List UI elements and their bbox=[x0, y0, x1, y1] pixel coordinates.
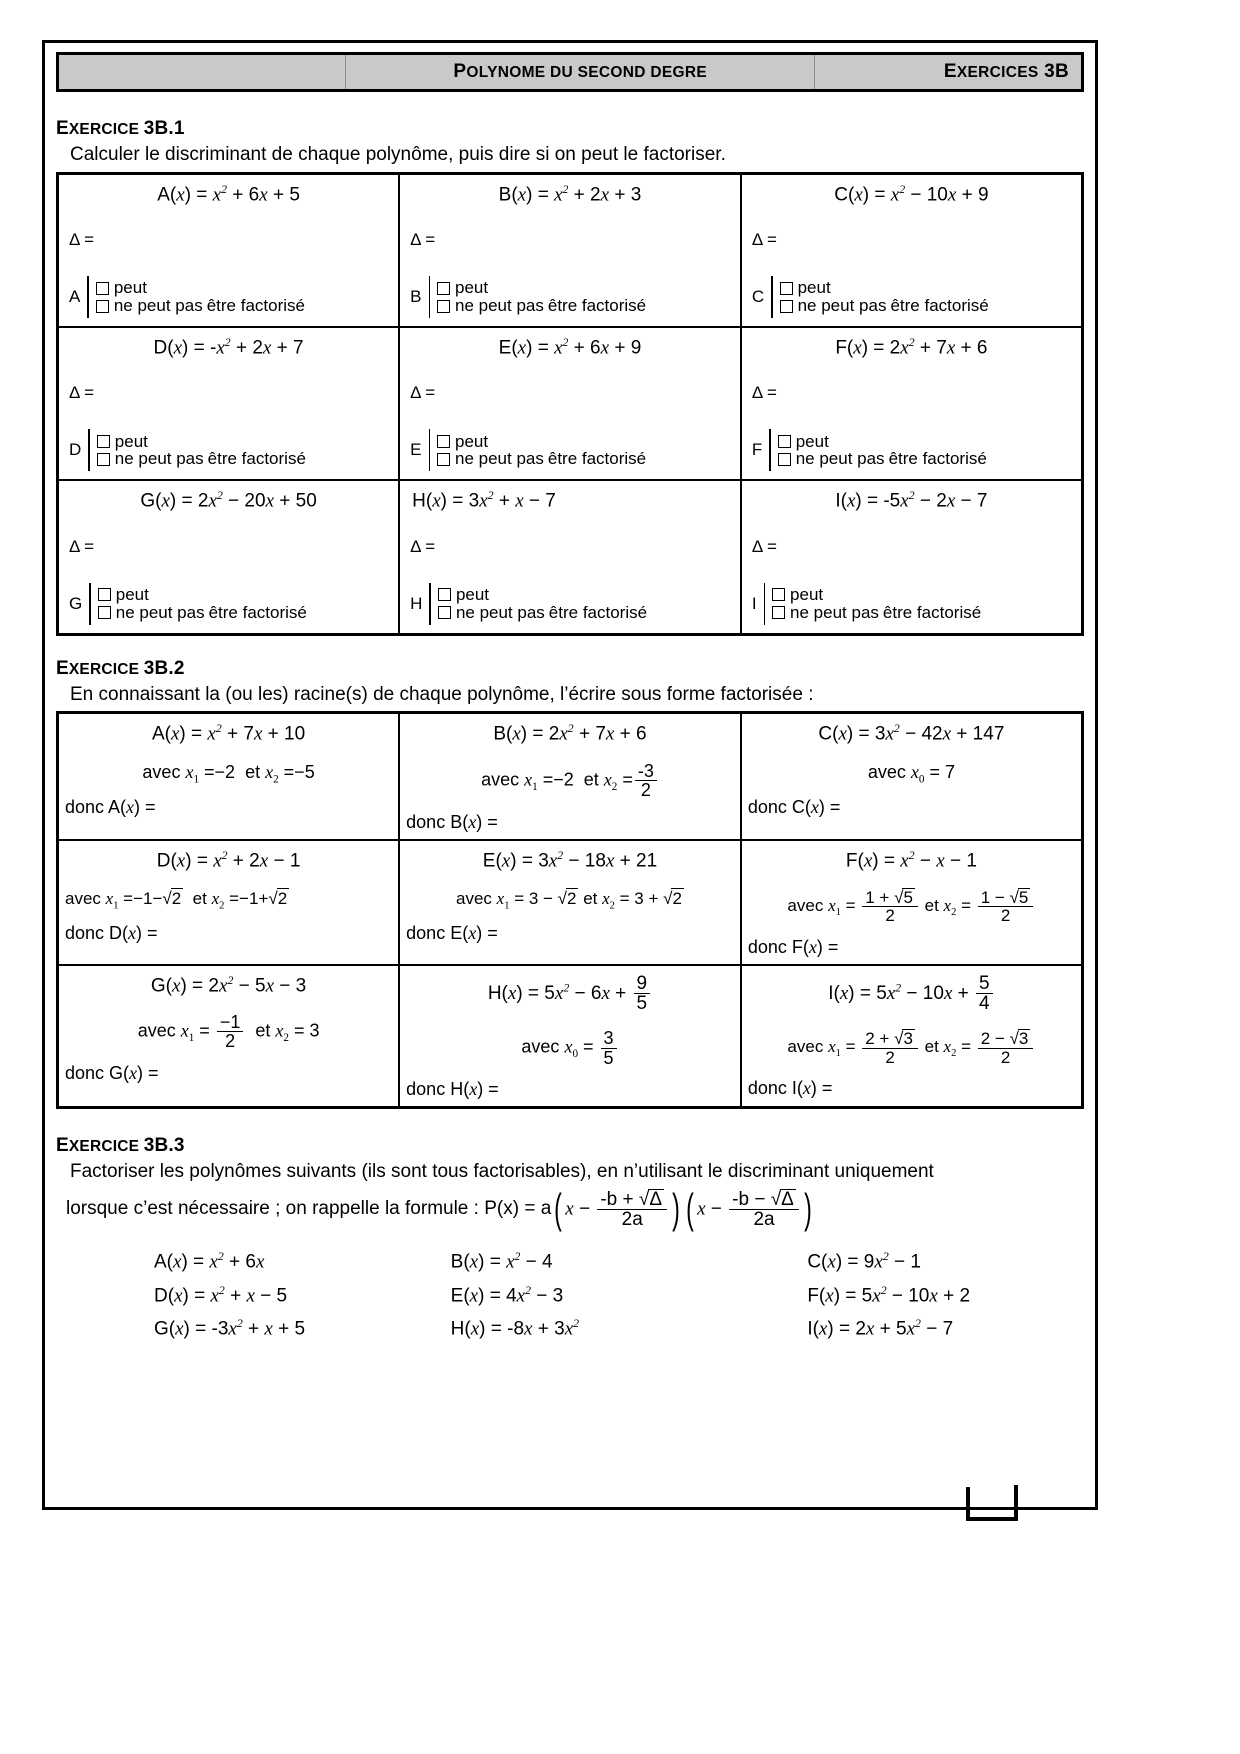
table-row bbox=[58, 840, 1083, 965]
checkbox-group-F bbox=[742, 429, 1081, 479]
option-label: peut bbox=[455, 278, 489, 298]
checkbox-group-A bbox=[59, 276, 398, 326]
paren-open-1: ( bbox=[554, 1185, 563, 1233]
checkbox-group-D bbox=[59, 429, 398, 479]
option-label: ne peut pas bbox=[797, 296, 887, 316]
cell-B bbox=[399, 173, 741, 327]
option-peut-A[interactable] bbox=[96, 279, 203, 297]
header-exercise-label: EXERCICES 3B bbox=[943, 61, 1069, 82]
polynomial-H: $H(x) = 3x^2 + x - 7$ bbox=[412, 489, 556, 512]
checkbox-icon[interactable] bbox=[778, 453, 791, 466]
polynomial-I3: $I(x) = 2x + 5x^2 - 7$ bbox=[807, 1317, 954, 1340]
option-label: ne peut pas bbox=[113, 296, 203, 316]
exercise-2-intro: En connaissant la (ou les) racine(s) de chaque polynôme, l’écrire sous forme factorisée : bbox=[70, 683, 814, 705]
polynomial-B: $B(x) = x^2 + 2x + 3$ bbox=[498, 182, 642, 206]
answer-D2[interactable]: donc D(x) = bbox=[65, 923, 158, 944]
polynomial-H3: $H(x) = -8x + 3x^2$ bbox=[450, 1317, 580, 1340]
checkbox-icon[interactable] bbox=[97, 453, 110, 466]
checkbox-icon[interactable] bbox=[437, 282, 450, 295]
checkbox-tail-B: être factorisé bbox=[547, 296, 647, 316]
answer-E2[interactable]: donc E(x) = bbox=[406, 923, 498, 944]
divider bbox=[764, 583, 766, 625]
table-row bbox=[56, 1245, 1084, 1278]
roots-E2: avec $x_1 = 3 - √2$ et $x_2 = 3 + √2$ bbox=[456, 888, 682, 912]
roots-H2: avec $x_0$ = $\frac{3}{5}$ bbox=[400, 1013, 740, 1077]
polynomial-B2: $B(x) = 2x^2 + 7x + 6$ bbox=[493, 722, 647, 745]
table-row bbox=[58, 480, 1083, 634]
polynomial-I: $I(x) = -5x^2 - 2x - 7$ bbox=[835, 489, 988, 512]
roots-F2: avec $x_1$ = $\frac{1 + √5}{2}$ et $x_2$ = $\frac{1 - √5}{2}$ bbox=[742, 872, 1081, 935]
header-right-cell bbox=[815, 55, 1081, 89]
checkbox-icon[interactable] bbox=[438, 606, 451, 619]
checkbox-icon[interactable] bbox=[772, 588, 785, 601]
option-peut-C[interactable] bbox=[780, 279, 887, 297]
checkbox-icon[interactable] bbox=[98, 588, 111, 601]
option-peut-E[interactable] bbox=[437, 433, 544, 451]
polynomial-G2: $G(x) = 2x^2 - 5x - 3$ bbox=[150, 973, 307, 996]
polynomial-A2: $A(x) = x^2 + 7x + 10$ bbox=[151, 722, 306, 745]
delta-field-I[interactable]: Δ = bbox=[751, 536, 777, 556]
exercise-3-heading: EXERCICE 3B.3 bbox=[56, 1134, 185, 1156]
checkbox-icon[interactable] bbox=[96, 300, 109, 313]
option-peut-H[interactable] bbox=[438, 586, 545, 604]
polynomial-G: $G(x) = 2x^2 - 20x + 50$ bbox=[140, 489, 317, 512]
checkbox-icon[interactable] bbox=[96, 282, 109, 295]
cell-B2 bbox=[399, 713, 741, 840]
delta-field-F[interactable]: Δ = bbox=[751, 383, 777, 403]
cell-H bbox=[399, 480, 741, 634]
option-label: ne peut pas bbox=[455, 602, 545, 622]
delta-field-H[interactable]: Δ = bbox=[410, 536, 436, 556]
cell-G bbox=[58, 480, 400, 634]
divider bbox=[429, 429, 431, 471]
header-left-cell bbox=[59, 55, 345, 89]
table-row bbox=[58, 713, 1083, 840]
answer-B2[interactable]: donc B(x) = bbox=[406, 811, 498, 832]
checkbox-group-H bbox=[400, 583, 740, 633]
checkbox-icon[interactable] bbox=[772, 606, 785, 619]
option-label: peut bbox=[455, 431, 489, 451]
answer-I2[interactable]: donc I(x) = bbox=[747, 1077, 833, 1098]
roots-A2: avec $x_1 =-2$ et $x_2 =-5$ bbox=[142, 761, 315, 786]
table-row bbox=[56, 1279, 1084, 1312]
cell-D2 bbox=[58, 840, 400, 965]
cell-letter-G: G bbox=[69, 593, 83, 613]
table-row bbox=[58, 173, 1083, 327]
option-ne-peut-pas-D[interactable] bbox=[97, 450, 204, 468]
formula-term-1: x − $\frac{-b + √\Delta}{2a}$ bbox=[565, 1189, 669, 1230]
table-row bbox=[58, 327, 1083, 480]
option-ne-peut-pas-C[interactable] bbox=[780, 297, 887, 315]
option-label: peut bbox=[790, 584, 824, 604]
polynomial-A: $A(x) = x^2 + 6x + 5$ bbox=[157, 182, 300, 206]
option-label: peut bbox=[455, 584, 490, 604]
option-ne-peut-pas-E[interactable] bbox=[437, 450, 544, 468]
exercise-3-list bbox=[56, 1245, 1084, 1345]
delta-field-C[interactable]: Δ = bbox=[751, 230, 777, 250]
cell-letter-A: A bbox=[69, 287, 81, 307]
option-label: ne peut pas bbox=[114, 449, 204, 469]
exercise-2-table bbox=[56, 711, 1084, 1109]
divider bbox=[87, 276, 89, 318]
checkbox-tail-H: être factorisé bbox=[548, 602, 648, 622]
cell-E bbox=[399, 327, 741, 480]
cell-letter-C: C bbox=[751, 287, 765, 307]
checkbox-tail-A: être factorisé bbox=[206, 296, 305, 316]
cell-F bbox=[741, 327, 1083, 480]
header-title: POLYNOME DU SECOND DEGRE bbox=[453, 61, 707, 82]
answer-A2[interactable]: donc A(x) = bbox=[65, 797, 156, 818]
option-label: ne peut pas bbox=[790, 602, 879, 622]
delta-field-G[interactable]: Δ = bbox=[69, 536, 95, 556]
checkbox-tail-E: être factorisé bbox=[547, 449, 647, 469]
option-peut-D[interactable] bbox=[97, 433, 204, 451]
checkbox-icon[interactable] bbox=[778, 435, 791, 448]
option-label: ne peut pas bbox=[455, 296, 544, 316]
cell-letter-E: E bbox=[410, 440, 422, 460]
exercise-3-intro: Factoriser les polynômes suivants (ils sont tous factorisables), en n’utilisant le discriminant uniquement bbox=[70, 1160, 934, 1182]
table-row bbox=[56, 1312, 1084, 1345]
option-label: peut bbox=[114, 431, 148, 451]
page-header-banner bbox=[56, 52, 1084, 92]
roots-C2: avec $x_0 = 7$ bbox=[867, 761, 955, 786]
paren-open-2: ( bbox=[686, 1185, 694, 1233]
cell-I2 bbox=[741, 965, 1083, 1108]
polynomial-E3: $E(x) = 4x^2 - 3$ bbox=[450, 1283, 564, 1307]
divider bbox=[429, 583, 431, 625]
polynomial-F2: $F(x) = x^2 - x - 1$ bbox=[845, 848, 977, 871]
polynomial-D2: $D(x) = x^2 + 2x - 1$ bbox=[156, 848, 301, 871]
checkbox-icon[interactable] bbox=[437, 435, 450, 448]
cell-letter-B: B bbox=[410, 287, 422, 307]
delta-field-E[interactable]: Δ = bbox=[410, 383, 436, 403]
divider bbox=[88, 429, 90, 471]
checkbox-tail-F: être factorisé bbox=[888, 449, 987, 469]
cell-letter-I: I bbox=[751, 593, 757, 613]
option-label: ne peut pas bbox=[455, 449, 544, 469]
cell-I bbox=[741, 480, 1083, 634]
polynomial-B3: $B(x) = x^2 - 4$ bbox=[450, 1250, 553, 1273]
cell-D bbox=[58, 327, 400, 480]
polynomial-D: $D(x) = -x^2 + 2x + 7$ bbox=[153, 336, 304, 359]
cell-G2 bbox=[58, 965, 400, 1108]
option-ne-peut-pas-A[interactable] bbox=[96, 297, 203, 315]
checkbox-tail-I: être factorisé bbox=[882, 602, 982, 622]
option-peut-F[interactable] bbox=[778, 433, 885, 451]
cell-A bbox=[58, 173, 400, 327]
option-label: peut bbox=[795, 431, 829, 451]
roots-G2: avec $x_1$ = $\frac{-1}{2}$ et $x_2 = 3$ bbox=[137, 1011, 320, 1052]
formula-prefix: lorsque c’est nécessaire ; on rappelle la formule : P(x) = a bbox=[66, 1198, 552, 1220]
polynomial-C2: $C(x) = 3x^2 - 42x + 147$ bbox=[818, 722, 1005, 745]
checkbox-group-I bbox=[742, 583, 1081, 633]
answer-F2[interactable]: donc F(x) = bbox=[747, 936, 839, 957]
option-label: peut bbox=[115, 584, 149, 604]
divider bbox=[769, 429, 771, 471]
checkbox-tail-C: être factorisé bbox=[890, 296, 989, 316]
polynomial-A3: $A(x) = x^2 + 6x$ bbox=[154, 1250, 265, 1273]
checkbox-icon[interactable] bbox=[437, 300, 450, 313]
checkbox-group-C bbox=[742, 276, 1081, 326]
page-corner-notch bbox=[966, 1487, 1014, 1521]
cell-A2 bbox=[58, 713, 400, 840]
option-ne-peut-pas-H[interactable] bbox=[438, 604, 545, 622]
polynomial-I2: $I(x) = 5x^2 - 10x$ + $\frac{5}{4}$ bbox=[742, 966, 1081, 1014]
checkbox-tail-D: être factorisé bbox=[207, 449, 306, 469]
checkbox-icon[interactable] bbox=[780, 300, 793, 313]
option-label: peut bbox=[797, 278, 831, 298]
option-peut-B[interactable] bbox=[437, 279, 544, 297]
polynomial-D3: $D(x) = x^2 + x - 5$ bbox=[154, 1283, 288, 1307]
roots-B2: avec $x_1 =-2$ et $x_2$ = $\frac{-3}{2}$ bbox=[400, 746, 740, 810]
option-ne-peut-pas-I[interactable] bbox=[772, 604, 879, 622]
polynomial-E: $E(x) = x^2 + 6x + 9$ bbox=[498, 336, 642, 359]
cell-E2 bbox=[399, 840, 741, 965]
roots-I2: avec $x_1$ = $\frac{2 + √3}{2}$ et $x_2$ = $\frac{2 - √3}{2}$ bbox=[742, 1013, 1081, 1076]
checkbox-group-B bbox=[400, 276, 740, 326]
option-label: peut bbox=[113, 278, 147, 298]
roots-D2: avec $x_1 =-1-√2$ et $x_2 =-1+√2$ bbox=[65, 888, 288, 912]
answer-H2[interactable]: donc H(x) = bbox=[406, 1078, 499, 1099]
cell-letter-H: H bbox=[410, 593, 423, 613]
checkbox-icon[interactable] bbox=[97, 435, 110, 448]
option-peut-G[interactable] bbox=[98, 586, 205, 604]
exercise-1-intro: Calculer le discriminant de chaque polynôme, puis dire si on peut le factoriser. bbox=[70, 144, 726, 165]
polynomial-H2: $H(x) = 5x^2 - 6x$ + $\frac{9}{5}$ bbox=[400, 966, 740, 1014]
exercise-1-heading: EXERCICE 3B.1 bbox=[56, 118, 185, 139]
checkbox-tail-G: être factorisé bbox=[208, 602, 307, 622]
option-ne-peut-pas-F[interactable] bbox=[778, 450, 885, 468]
cell-letter-F: F bbox=[751, 440, 763, 460]
polynomial-E2: $E(x) = 3x^2 - 18x + 21$ bbox=[482, 848, 658, 871]
option-label: ne peut pas bbox=[795, 449, 885, 469]
answer-G2[interactable]: donc G(x) = bbox=[65, 1062, 159, 1083]
checkbox-icon[interactable] bbox=[98, 606, 111, 619]
cell-F2 bbox=[741, 840, 1083, 965]
delta-field-A[interactable]: Δ = bbox=[69, 230, 95, 250]
checkbox-icon[interactable] bbox=[438, 588, 451, 601]
divider bbox=[429, 276, 431, 318]
cell-H2 bbox=[399, 965, 741, 1108]
delta-field-D[interactable]: Δ = bbox=[69, 383, 95, 403]
option-label: ne peut pas bbox=[115, 602, 205, 622]
option-ne-peut-pas-G[interactable] bbox=[98, 604, 205, 622]
exercise-3-formula bbox=[66, 1185, 1084, 1233]
checkbox-icon[interactable] bbox=[437, 453, 450, 466]
formula-term-2: x − $\frac{-b - √\Delta}{2a}$ bbox=[697, 1189, 801, 1230]
polynomial-C3: $C(x) = 9x^2 - 1$ bbox=[807, 1250, 921, 1273]
option-ne-peut-pas-B[interactable] bbox=[437, 297, 544, 315]
checkbox-icon[interactable] bbox=[780, 282, 793, 295]
paren-close-1: ) bbox=[672, 1185, 680, 1233]
option-peut-I[interactable] bbox=[772, 586, 879, 604]
polynomial-C: $C(x) = x^2 - 10x + 9$ bbox=[834, 182, 989, 206]
paren-close-2: ) bbox=[804, 1185, 812, 1233]
cell-C2 bbox=[741, 713, 1083, 840]
cell-letter-D: D bbox=[69, 440, 82, 460]
cell-C bbox=[741, 173, 1083, 327]
checkbox-group-G bbox=[59, 583, 398, 633]
table-row bbox=[58, 965, 1083, 1108]
polynomial-G3: $G(x) = -3x^2 + x + 5$ bbox=[154, 1317, 306, 1340]
exercise-1-table bbox=[56, 172, 1084, 636]
exercise-2-heading: EXERCICE 3B.2 bbox=[56, 657, 185, 679]
polynomial-F3: $F(x) = 5x^2 - 10x + 2$ bbox=[807, 1283, 971, 1307]
checkbox-group-E bbox=[400, 429, 740, 479]
answer-C2[interactable]: donc C(x) = bbox=[747, 797, 841, 818]
divider bbox=[771, 276, 773, 318]
delta-field-B[interactable]: Δ = bbox=[410, 230, 436, 250]
header-title-cell bbox=[345, 55, 815, 89]
polynomial-F: $F(x) = 2x^2 + 7x + 6$ bbox=[835, 336, 988, 359]
divider bbox=[89, 583, 91, 625]
